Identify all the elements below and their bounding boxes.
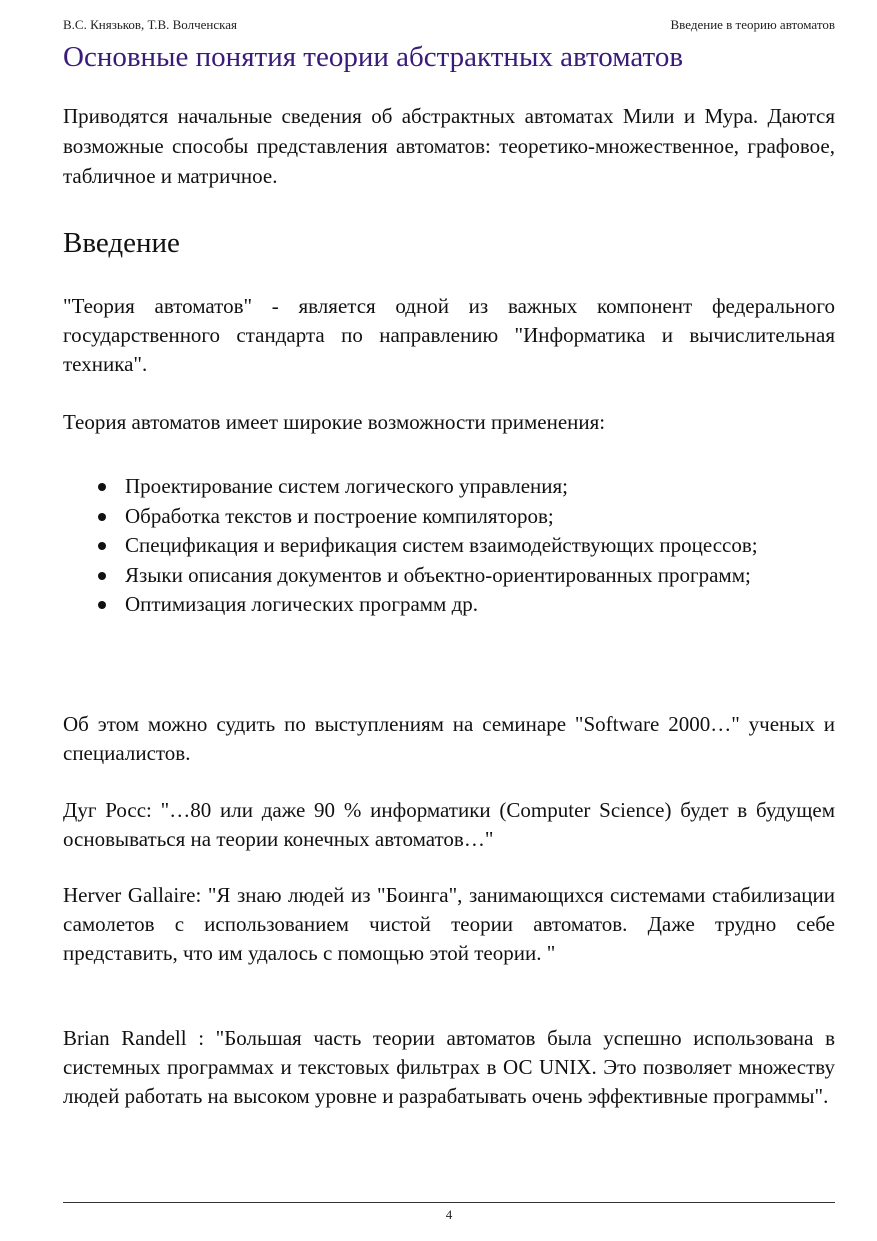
paragraph-seminar: Об этом можно судить по выступлениям на семинаре "Software 2000…" ученых и специалистов. (63, 712, 835, 765)
list-item-text: Проектирование систем логического управления; (125, 474, 569, 498)
applications-list (63, 472, 835, 620)
footer-divider (63, 1202, 835, 1203)
list-item (63, 561, 835, 591)
bullet-icon (98, 601, 106, 609)
section-heading: Введение (63, 227, 180, 259)
quote-ross: Дуг Росс: "…80 или даже 90 % информатики (Computer Science) будет в будущем основываться на теории конечных автоматов…" (63, 798, 835, 851)
bullet-icon (98, 513, 106, 521)
list-item (63, 472, 835, 502)
chapter-abstract: Приводятся начальные сведения об абстрактных автоматах Мили и Мура. Даются возможные способы представления автоматов: теоретико-множественное, графовое, табличное и матричное. (63, 104, 835, 188)
list-item (63, 590, 835, 620)
header-authors: В.С. Князьков, Т.В. Волченская (63, 17, 238, 32)
quote-randell: Brian Randell : "Большая часть теории автоматов была успешно использована в системных программах и текстовых фильтрах в ОС UNIX. Это позволяет множеству людей работать на высоком уровне и разрабатывать очень эффективные программы". (63, 1026, 835, 1108)
bullet-icon (98, 542, 106, 550)
page-number: 4 (445, 1207, 453, 1222)
header-book-title: Введение в теорию автоматов (670, 17, 835, 32)
list-item (63, 502, 835, 532)
quote-gallaire: Herver Gallaire: "Я знаю людей из "Боинга", занимающихся системами стабилизации самолетов с использованием чистой теории автоматов. Даже трудно себе представить, что им удалось с помощью этой теории. " (63, 883, 835, 965)
list-item-text: Языки описания документов и объектно-ориентированных программ; (125, 562, 751, 587)
list-item-text: Обработка текстов и построение компиляторов; (125, 503, 554, 528)
list-item-text: Оптимизация логических программ др. (125, 592, 479, 616)
list-item (63, 531, 835, 561)
chapter-title: Основные понятия теории абстрактных автоматов (63, 41, 684, 73)
list-item-text: Спецификация и верификация систем взаимодействующих процессов; (125, 533, 758, 557)
paragraph-standard: "Теория автоматов" - является одной из важных компонент федерального государственного стандарта по направлению "Информатика и вычислительная техника". (63, 294, 835, 376)
document-page (63, 0, 835, 1241)
bullet-icon (98, 483, 106, 491)
paragraph-applications-intro: Теория автоматов имеет широкие возможности применения: (63, 410, 606, 434)
bullet-icon (98, 572, 106, 580)
